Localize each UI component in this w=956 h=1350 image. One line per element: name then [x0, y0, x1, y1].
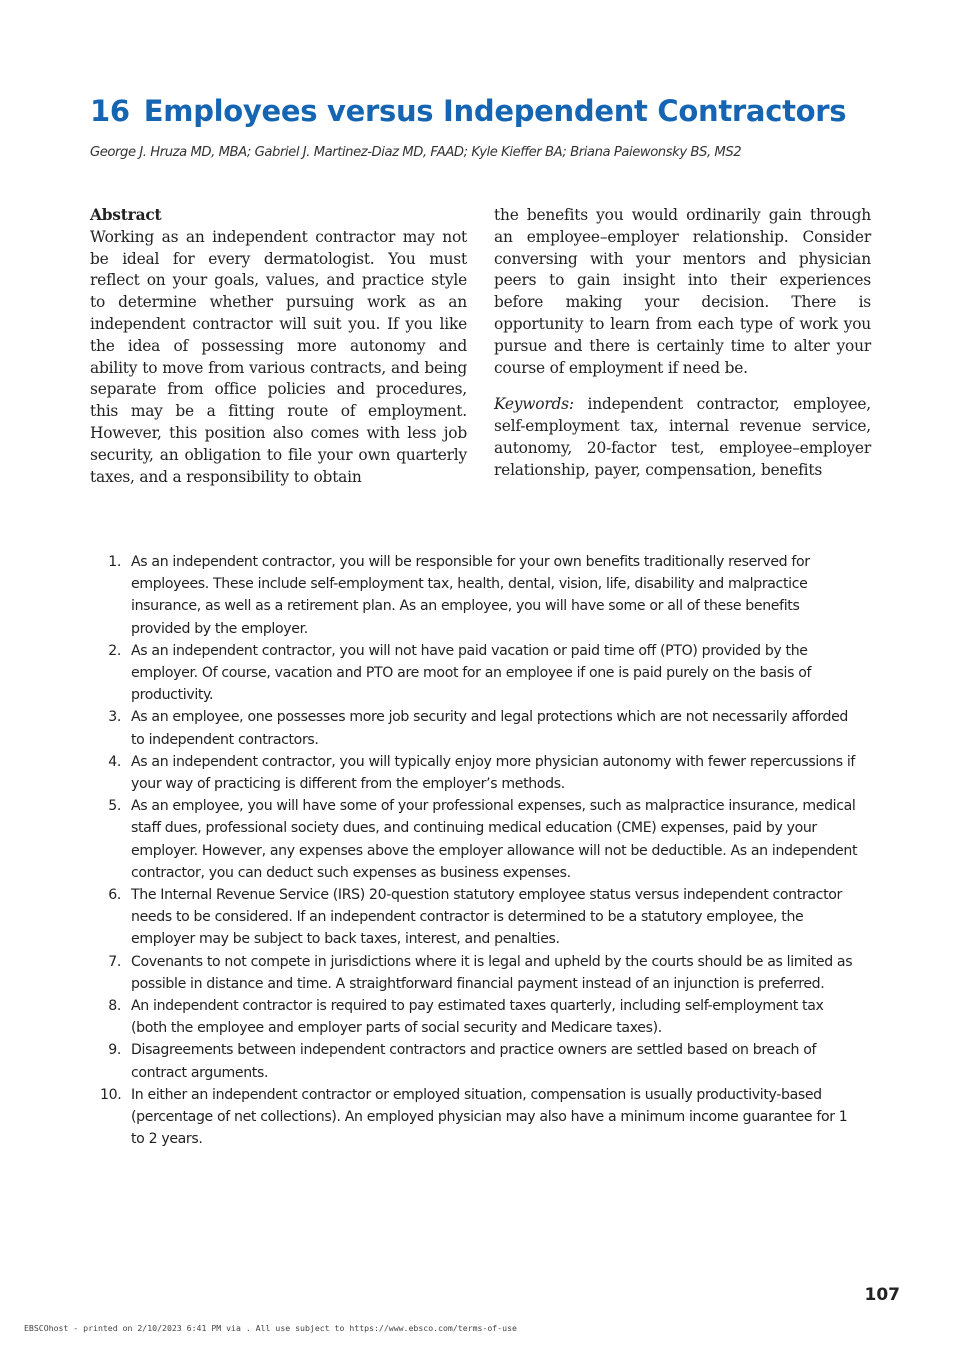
- abstract-column-left: [90, 205, 467, 488]
- list-item-text: As an independent contractor, you will typically enjoy more physician autonomy with fewer repercussions if your way of practicing is different from the employer’s methods.: [131, 753, 856, 793]
- list-item-number: 5.: [108, 798, 121, 815]
- key-points-list: [100, 551, 860, 1150]
- list-item: [100, 640, 860, 707]
- list-item-text: The Internal Revenue Service (IRS) 20-question statutory employee status versus independent contractor needs to be considered. If an independent contractor is determined to be a statutory employee, the employer may be subject to back taxes, interest, and penalties.: [131, 887, 842, 948]
- keywords-text: independent contractor, employee, self-employment tax, internal revenue service, autonomy, 20-factor test, employee–employer relationship, payer, compensation, benefits: [494, 395, 871, 479]
- chapter-number: 16: [90, 94, 130, 128]
- list-item: [100, 751, 860, 795]
- list-item-number: 6.: [108, 887, 121, 904]
- list-item: [100, 1039, 860, 1083]
- page-number: 107: [864, 1285, 900, 1305]
- list-item-text: Covenants to not compete in jurisdictions where it is legal and upheld by the courts should be as limited as possible in distance and time. A straightforward financial payment instead of an injunction is preferred.: [131, 953, 853, 992]
- list-item-text: In either an independent contractor or employed situation, compensation is usually productivity-based (percentage of net collections). An employed physician may also have a minimum income guarantee for 1 to 2 years.: [131, 1086, 848, 1148]
- abstract-heading: Abstract: [90, 206, 162, 224]
- list-item-number: 4.: [108, 753, 121, 770]
- list-item-text: As an independent contractor, you will not have paid vacation or paid time off (PTO) provided by the employer. Of course, vacation and PTO are moot for an employee if one is paid purely on the basis of productivity.: [131, 642, 812, 704]
- author-list: George J. Hruza MD, MBA; Gabriel J. Martinez-Diaz MD, FAAD; Kyle Kieffer BA; Briana Paiewonsky BS, MS2: [90, 145, 742, 160]
- list-item: [100, 1084, 860, 1151]
- list-item-number: 2.: [108, 642, 121, 659]
- list-item: [100, 995, 860, 1039]
- chapter-title: [90, 94, 846, 128]
- list-item-text: As an independent contractor, you will be responsible for your own benefits traditionally reserved for employees. These include self-employment tax, health, dental, vision, life, disability and malpractice insurance, as well as a retirement plan. As an employee, you will have some or all of these benefits provided by the employer.: [131, 554, 810, 637]
- list-item-number: 1.: [108, 554, 121, 570]
- list-item-text: An independent contractor is required to pay estimated taxes quarterly, including self-employment tax (both the employee and employer parts of social security and Medicare taxes).: [131, 998, 824, 1037]
- list-item: [100, 795, 860, 884]
- abstract-text-left: Working as an independent contractor may not be ideal for every dermatologist. You must reflect on your goals, values, and practice style to determine whether pursuing work as an independent contractor will suit you. If you like the idea of possessing more autonomy and ability to move from various contracts, and being separate from office policies and procedures, this may be a fitting route of employment. However, this position also comes with less job security, an obligation to file your own quarterly taxes, and a responsibility to obtain: [90, 227, 467, 486]
- abstract-text-right: the benefits you would ordinarily gain through an employee–employer relationship. Consider conversing with your mentors and physician peers to gain insight into their experiences before making your decision. There is opportunity to learn from each type of work you pursue and there is certainly time to alter your course of employment if need be.: [494, 206, 871, 377]
- print-footer: EBSCOhost - printed on 2/10/2023 6:41 PM via . All use subject to https://www.ebsco.com/terms-of-use: [24, 1323, 517, 1333]
- list-item: [100, 884, 860, 951]
- chapter-title-text: Employees versus Independent Contractors: [143, 94, 847, 128]
- abstract-column-right: [494, 205, 871, 482]
- list-item-number: 9.: [108, 1042, 121, 1059]
- list-item-text: Disagreements between independent contractors and practice owners are settled based on breach of contract arguments.: [131, 1042, 817, 1081]
- keywords: [494, 394, 871, 481]
- list-item-text: As an employee, one possesses more job security and legal protections which are not necessarily afforded to independent contractors.: [131, 709, 848, 748]
- keywords-label: Keywords:: [494, 395, 574, 414]
- list-item-number: 3.: [108, 709, 121, 726]
- list-item: [100, 951, 860, 995]
- list-item-number: 8.: [108, 998, 121, 1015]
- list-item-text: As an employee, you will have some of your professional expenses, such as malpractice insurance, medical staff dues, professional society dues, and continuing medical education (CME) expenses, paid by your employer. However, any expenses above the employer allowance will not be deductible. As an independent contractor, you can deduct such expenses as business expenses.: [131, 798, 858, 881]
- list-item: [100, 551, 860, 640]
- list-item: [100, 706, 860, 750]
- list-item-number: 10.: [100, 1086, 122, 1103]
- list-item-number: 7.: [108, 953, 121, 970]
